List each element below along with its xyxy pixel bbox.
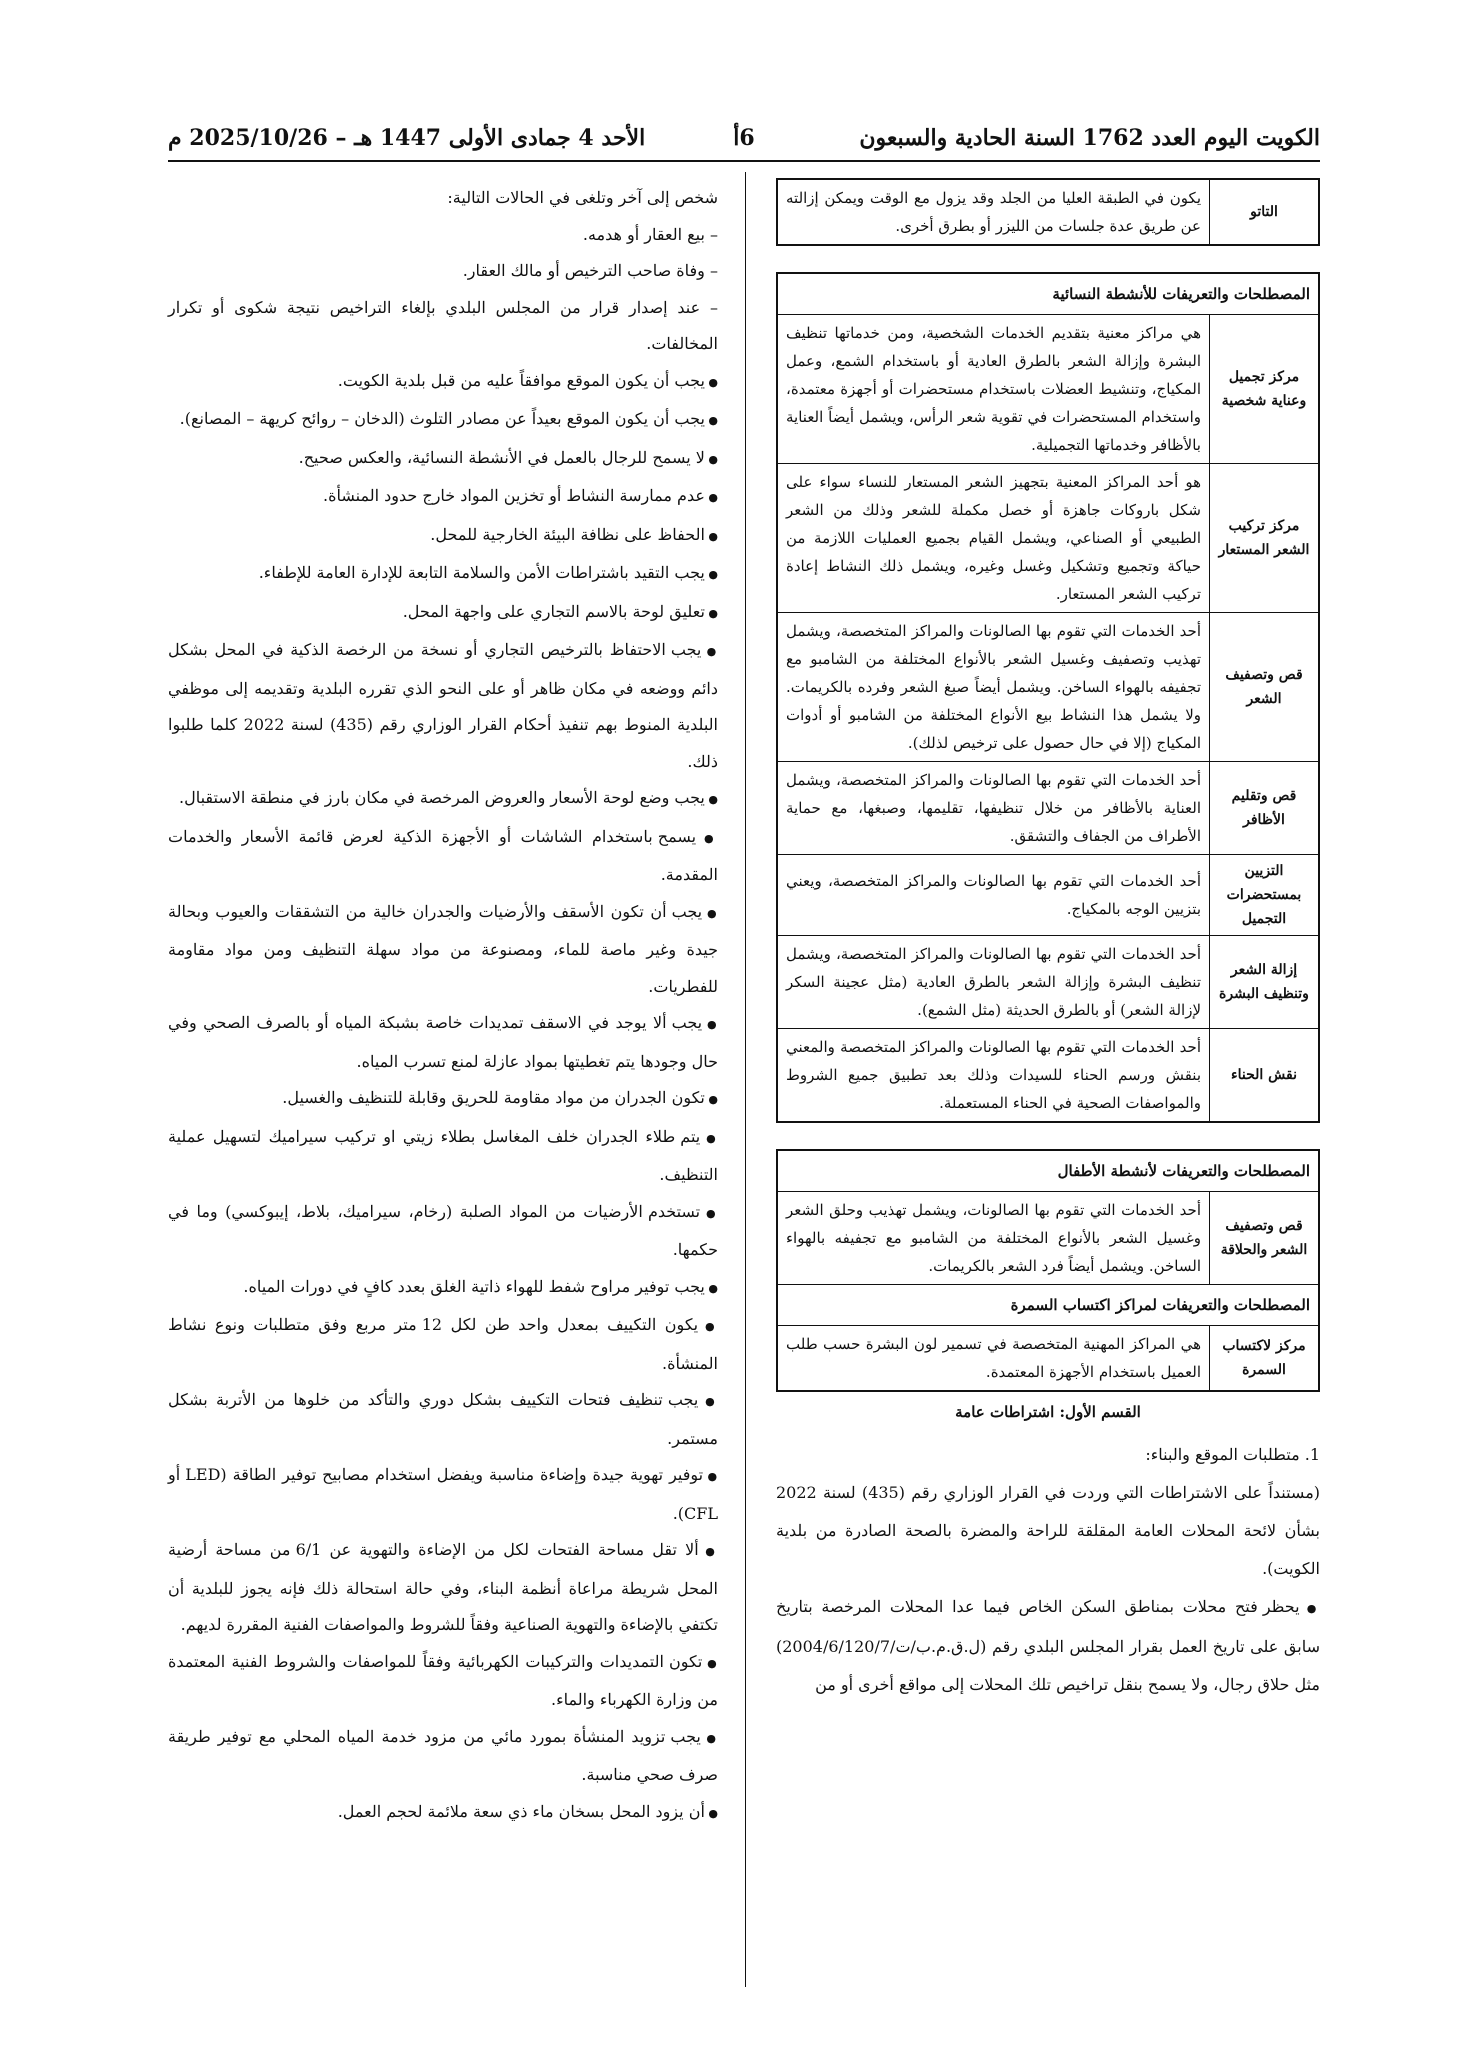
table-row: [777, 1192, 1319, 1285]
term-cell: قص وتصفيف الشعر: [1210, 613, 1320, 762]
tattoo-table: [776, 178, 1320, 246]
definition-cell: هي المراكز المهنية المتخصصة في تسمير لون البشرة حسب طلب العميل باستخدام الأجهزة المعتمدة.: [777, 1326, 1210, 1392]
list-item: ● تكون الجدران من مواد مقاومة للحريق وقابلة للتنظيف والغسيل.: [168, 1080, 718, 1119]
table-row: [777, 1029, 1319, 1123]
definition-cell: يكون في الطبقة العليا من الجلد وقد يزول مع الوقت ويمكن إزالته عن طريق عدة جلسات من الليزر أو بطرق أخرى.: [777, 179, 1210, 245]
list-item: ● يحظر فتح محلات بمناطق السكن الخاص فيما عدا المحلات المرخصة بتاريخ سابق على تاريخ العمل بقرار المجلس البلدي رقم (ل.ق.م.ب/ت/2004/6/120/7) مثل حلاق رجال، ولا يسمح بنقل تراخيص تلك المحلات إلى مواقع أخرى أو من: [776, 1588, 1320, 1704]
table-row: [777, 936, 1319, 1029]
table-row: [777, 1326, 1319, 1392]
term-cell: قص وتصفيف الشعر والحلاقة: [1210, 1192, 1320, 1285]
list-item: ● أن يزود المحل بسخان ماء ذي سعة ملائمة لحجم العمل.: [168, 1794, 718, 1833]
table-row: [777, 762, 1319, 855]
term-cell: مركز لاكتساب السمرة: [1210, 1326, 1320, 1392]
definition-cell: أحد الخدمات التي تقوم بها الصالونات والمراكز المتخصصة، ويشمل تهذيب وتصفيف وغسيل الشعر بالأنواع المختلفة من الشامبو مع تجفيفه بالهواء الساخن. ويشمل أيضاً صبغ الشعر وفرده بالكريمات. ولا يشمل هذا النشاط بيع الأنواع المختلفة من الشامبو أو أدوات المكياج (إلا في حال حصول على ترخيص لذلك).: [777, 613, 1210, 762]
term-cell: قص وتقليم الأظافر: [1210, 762, 1320, 855]
term-cell: مركز تجميل وعناية شخصية: [1210, 315, 1320, 464]
list-item: ● يجب تزويد المنشأة بمورد مائي من مزود خدمة المياه المحلي مع توفير طريقة صرف صحي مناسبة.: [168, 1719, 718, 1794]
table-row: [777, 855, 1319, 936]
table-title: المصطلحات والتعريفات للأنشطة النسائية: [777, 273, 1319, 315]
list-item: ● يجب تنظيف فتحات التكييف بشكل دوري والتأكد من خلوها من الأتربة بشكل مستمر.: [168, 1382, 718, 1457]
list-item: ● يجب الاحتفاظ بالترخيص التجاري أو نسخة من الرخصة الذكية في المحل بشكل دائم ووضعه في مكان ظاهر أو على النحو الذي تقرره البلدية وتقديمه إلى موظفي البلدية المنوط بهم تنفيذ أحكام القرار الوزاري رقم (435) لسنة 2022 كلما طلبوا ذلك.: [168, 632, 718, 780]
list-item: ● ألا تقل مساحة الفتحات لكل من الإضاءة والتهوية عن 6/1 من مساحة أرضية المحل شريطة مراعاة أنظمة البناء، وفي حالة استحالة ذلك فإنه يجوز للبلدية أن تكتفي بالإضاءة والتهوية الصناعية وفقاً للشروط والمواصفات الفنية المقررة لديهم.: [168, 1532, 718, 1644]
right-column: [776, 178, 1320, 1704]
term-cell: إزالة الشعر وتنظيف البشرة: [1210, 936, 1320, 1029]
list-item: ● يجب التقيد باشتراطات الأمن والسلامة التابعة للإدارة العامة للإطفاء.: [168, 555, 718, 594]
list-item: ● تكون التمديدات والتركيبات الكهربائية وفقاً للمواصفات والشروط الفنية المعتمدة من وزارة الكهرباء والماء.: [168, 1644, 718, 1719]
table-title: المصطلحات والتعريفات لأنشطة الأطفال: [777, 1150, 1319, 1192]
table-row: [777, 464, 1319, 613]
definition-cell: أحد الخدمات التي تقوم بها الصالونات والمراكز المتخصصة والمعني بنقش ورسم الحناء للسيدات وذلك بعد تطبيق جميع الشروط والمواصفات الصحية في الحناء المستعملة.: [777, 1029, 1210, 1123]
list-item: ● يجب أن يكون الموقع بعيداً عن مصادر التلوث (الدخان – روائح كريهة – المصانع).: [168, 401, 718, 440]
list-item: ● توفير تهوية جيدة وإضاءة مناسبة ويفضل استخدام مصابيح توفير الطاقة (LED أو CFL).: [168, 1457, 718, 1532]
table-header-row: [777, 1285, 1319, 1326]
list-item: ● يجب أن يكون الموقع موافقاً عليه من قبل بلدية الكويت.: [168, 363, 718, 402]
definition-cell: هي مراكز معنية بتقديم الخدمات الشخصية، ومن خدماتها تنظيف البشرة وإزالة الشعر بالطرق العادية أو باستخدام الشمع، وعمل المكياج، وتنشيط العضلات باستخدام مستحضرات أو أجهزة معتمدة، واستخدام المستحضرات في تقوية شعر الرأس، ويشمل أيضاً العناية بالأظافر وخدماتها التجميلية.: [777, 315, 1210, 464]
kids-terms-table: [776, 1149, 1320, 1392]
column-divider: [745, 172, 746, 1987]
list-item: ● الحفاظ على نظافة البيئة الخارجية للمحل.: [168, 517, 718, 556]
list-item: ● لا يسمح للرجال بالعمل في الأنشطة النسائية، والعكس صحيح.: [168, 440, 718, 479]
list-item: ● يتم طلاء الجدران خلف المغاسل بطلاء زيتي او تركيب سيراميك لتسهيل عملية التنظيف.: [168, 1119, 718, 1194]
term-cell: مركز تركيب الشعر المستعار: [1210, 464, 1320, 613]
section-heading: 1. متطلبات الموقع والبناء:: [1145, 1445, 1320, 1464]
list-item: – وفاة صاحب الترخيص أو مالك العقار.: [462, 261, 718, 280]
list-item: ● يجب توفير مراوح شفط للهواء ذاتية الغلق بعدد كافٍ في دورات المياه.: [168, 1269, 718, 1308]
section-caption: القسم الأول: اشتراطات عامة: [955, 1403, 1141, 1421]
table-header-row: [777, 273, 1319, 315]
table-title: المصطلحات والتعريفات لمراكز اكتساب السمرة: [777, 1285, 1319, 1326]
list-item: ● يكون التكييف بمعدل واحد طن لكل 12 متر مربع وفق متطلبات ونوع نشاط المنشأة.: [168, 1307, 718, 1382]
term-cell: التزيين بمستحضرات التجميل: [1210, 855, 1320, 936]
page-header: [168, 118, 1320, 158]
list-item: ● تعليق لوحة بالاسم التجاري على واجهة المحل.: [168, 594, 718, 633]
header-rule: [168, 160, 1320, 162]
list-item: ● يجب ألا يوجد في الاسقف تمديدات خاصة بشبكة المياه أو بالصرف الصحي وفي حال وجودها يتم تغطيتها بمواد عازلة لمنع تسرب المياه.: [168, 1005, 718, 1080]
list-item: – عند إصدار قرار من المجلس البلدي بإلغاء التراخيص نتيجة شكوى أو تكرار المخالفات.: [168, 297, 718, 353]
list-item: ● تستخدم الأرضيات من المواد الصلبة (رخام، سيراميك، بلاط، إيبوكسي) وما في حكمها.: [168, 1194, 718, 1269]
list-item: – بيع العقار أو هدمه.: [582, 224, 718, 244]
term-cell: نقش الحناء: [1210, 1029, 1320, 1123]
definition-cell: أحد الخدمات التي تقوم بها الصالونات والمراكز المتخصصة، ويشمل تنظيف البشرة وإزالة الشعر بالطرق العادية (مثل عجينة السكر لإزالة الشعر) أو بالطرق الحديثة (مثل الشمع).: [777, 936, 1210, 1029]
list-item: ● يجب وضع لوحة الأسعار والعروض المرخصة في مكان بارز في منطقة الاستقبال.: [168, 780, 718, 819]
list-item: ● يجب أن تكون الأسقف والأرضيات والجدران خالية من التشققات والعيوب وبحالة جيدة وغير ماصة للماء، ومصنوعة من مواد سهلة التنظيف ومن مواد مقاومة للفطريات.: [168, 894, 718, 1006]
table-row: [777, 315, 1319, 464]
women-terms-table: [776, 272, 1320, 1123]
definition-cell: أحد الخدمات التي تقوم بها الصالونات والمراكز المتخصصة، ويشمل العناية بالأظافر من خلال تنظيفها، تقليمها، وصبغها، مع حماية الأطراف من الجفاف والتشقق.: [777, 762, 1210, 855]
list-item: ● يسمح باستخدام الشاشات أو الأجهزة الذكية لعرض قائمة الأسعار والخدمات المقدمة.: [168, 819, 718, 894]
left-column: [168, 180, 718, 1832]
header-issue: الكويت اليوم العدد 1762 السنة الحادية والسبعون: [859, 125, 1320, 151]
list-item: شخص إلى آخر وتلغى في الحالات التالية:: [447, 188, 718, 207]
table-row: [777, 613, 1319, 762]
definition-cell: أحد الخدمات التي تقوم بها الصالونات، ويشمل تهذيب وحلق الشعر وغسيل الشعر بالأنواع المختلفة من الشامبو مع تجفيفه بالهواء الساخن. ويشمل أيضاً فرد الشعر بالكريمات.: [777, 1192, 1210, 1285]
definition-cell: أحد الخدمات التي تقوم بها الصالونات والمراكز المتخصصة، ويعني بتزيين الوجه بالمكياج.: [777, 855, 1210, 936]
table-header-row: [777, 1150, 1319, 1192]
section-intro: (مستنداً على الاشتراطات التي وردت في القرار الوزاري رقم (435) لسنة 2022 بشأن لائحة المحلات العامة المقلقة للراحة والمضرة بالصحة الصادرة من بلدية الكويت).: [776, 1483, 1321, 1578]
list-item: ● عدم ممارسة النشاط أو تخزين المواد خارج حدود المنشأة.: [168, 478, 718, 517]
page-number: 6أ: [733, 125, 755, 151]
header-date: الأحد 4 جمادى الأولى 1447 هـ – 2025/10/26 م: [168, 125, 646, 151]
definition-cell: هو أحد المراكز المعنية بتجهيز الشعر المستعار للنساء سواء على شكل باروكات جاهزة أو خصل مكملة للشعر وذلك من الشعر الطبيعي أو الصناعي، ويشمل القيام بجميع العمليات اللازمة من حياكة وتجميع وتشكيل وغسل وغيره، ويشمل ذلك النشاط إعادة تركيب الشعر المستعار.: [777, 464, 1210, 613]
table-row: [777, 179, 1319, 245]
term-cell: التاتو: [1210, 179, 1320, 245]
